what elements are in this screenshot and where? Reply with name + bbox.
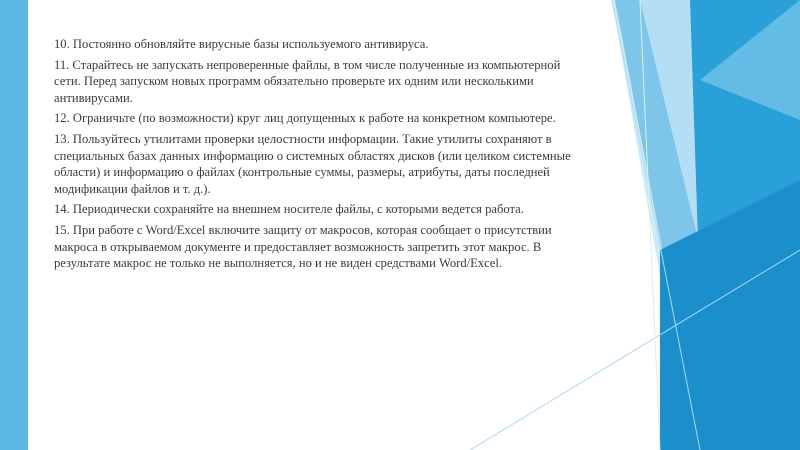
paragraph-11: 11. Старайтесь не запускать непроверенные файлы, в том числе полученные из компьютерной сети. Перед запуском новых программ обязательно проверьте их одним или несколькими антивирусами.	[54, 57, 561, 105]
paragraph-10: 10. Постоянно обновляйте вирусные базы используемого антивируса.	[54, 37, 429, 51]
paragraph-12: 12. Ограничьте (по возможности) круг лиц допущенных к работе на конкретном компьютере.	[54, 111, 556, 126]
paragraph-15: 15. При работе с Word/Excel включите защиту от макросов, которая сообщает о присутствии макроса в открываемом документе и предоставляет возможность запретить этот макрос. В результате макрос не только не выполняется, но и не виден средствами Word/Excel.	[54, 222, 552, 271]
paragraph-14: 14. Периодически сохраняйте на внешнем носителе файлы, с которыми ведется работа.	[54, 202, 524, 217]
paragraph-13: 13. Пользуйтесь утилитами проверки целостности информации. Такие утилиты сохраняют в специальных базах данных информацию о системных областях дисков (или целиком системные области) и информацию о файлах (контрольные суммы, размеры, атрибуты, даты последней модификации файлов и т. д.).	[54, 131, 571, 196]
slide-text-body	[54, 36, 574, 276]
